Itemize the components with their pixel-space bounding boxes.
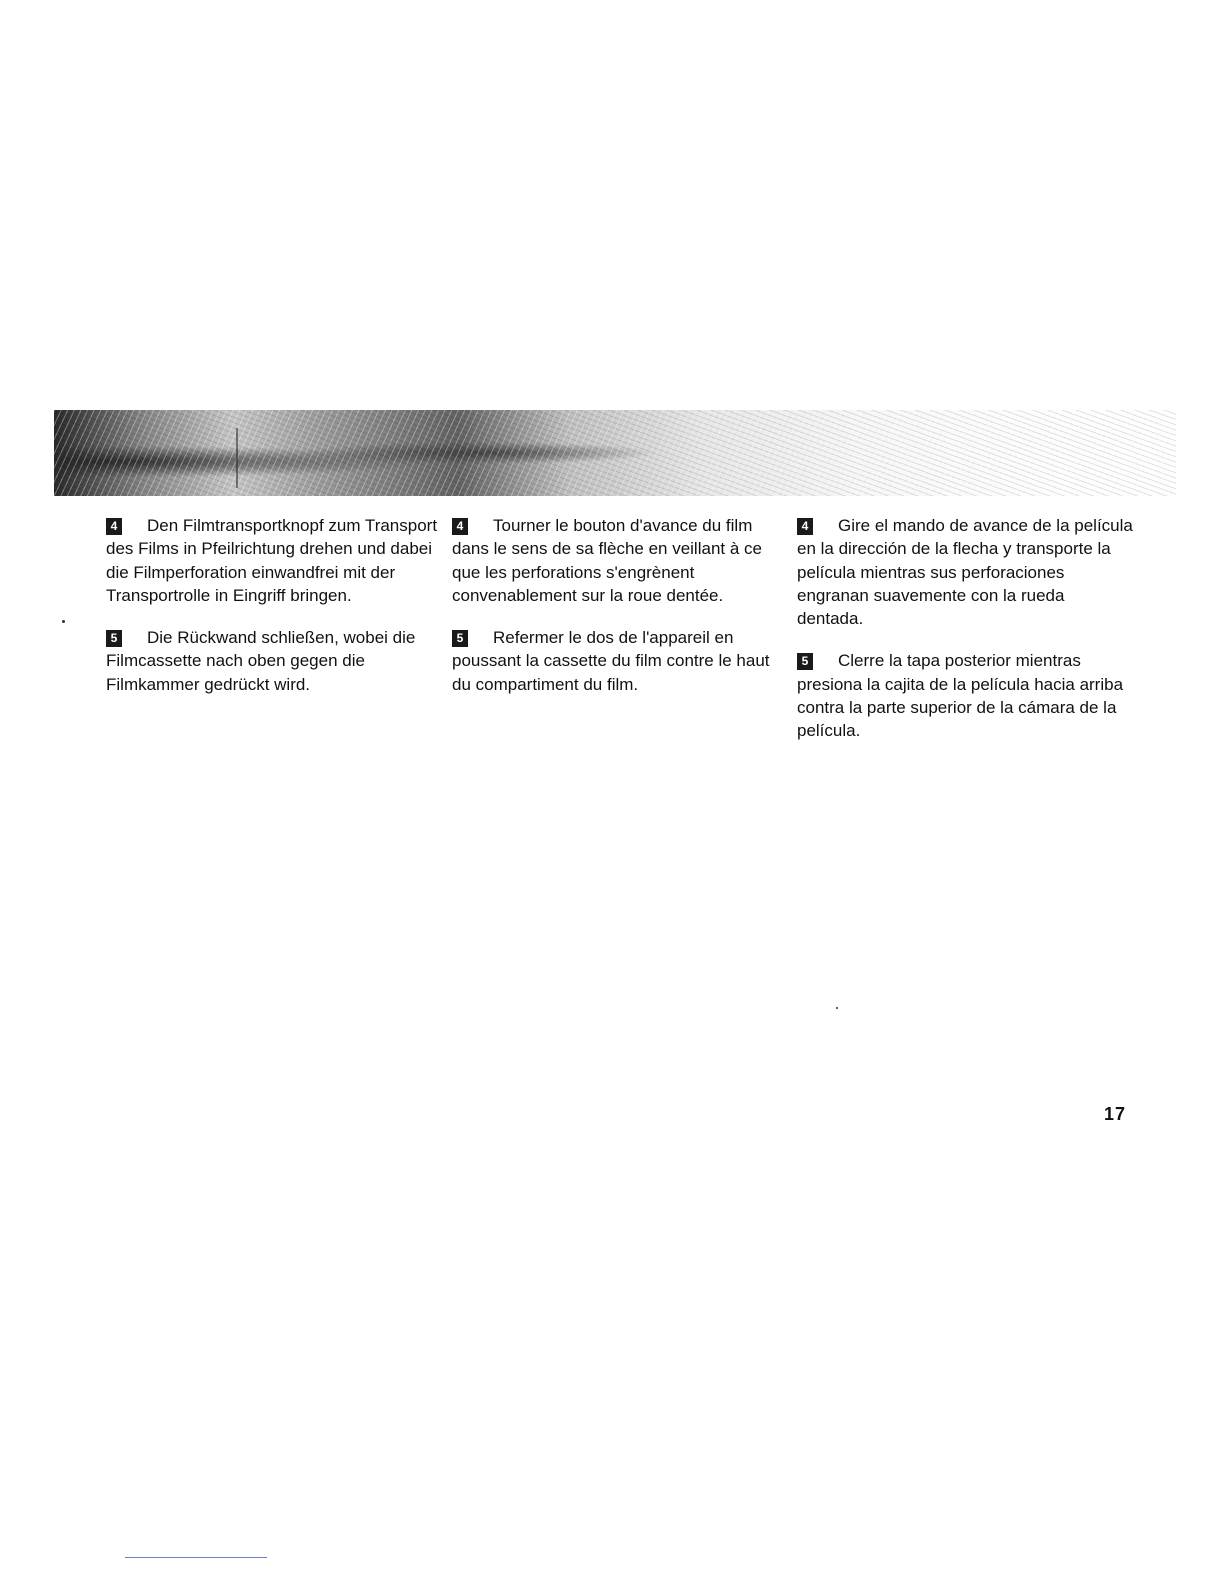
step-text: Refermer le dos de l'appareil en poussant la cassette du film contre le haut du compartiment du film. (452, 628, 770, 694)
step-5-french (452, 626, 788, 696)
column-spanish (797, 514, 1133, 762)
step-4-german (106, 514, 442, 607)
footer-rule (125, 1557, 267, 1558)
step-text: Tourner le bouton d'avance du film dans le sens de sa flèche en veillant à ce que les perforations s'engrènent convenablement sur la roue dentée. (452, 516, 762, 605)
header-photo-band (54, 410, 1176, 496)
step-4-french (452, 514, 788, 607)
step-text: Gire el mando de avance de la película en la dirección de la flecha y transporte la película mientras sus perforaciones engranan suavemente con la rueda dentada. (797, 516, 1133, 629)
step-number-badge: 5 (797, 653, 813, 670)
page-number: 17 (1104, 1104, 1127, 1124)
scan-speck (62, 620, 65, 623)
step-text: Clerre la tapa posterior mientras presiona la cajita de la película hacia arriba contra la parte superior de la cámara de la película. (797, 651, 1124, 741)
step-number-badge: 4 (797, 518, 813, 535)
step-number-badge: 4 (452, 518, 468, 535)
column-german (106, 514, 442, 715)
scan-speck (836, 1007, 838, 1009)
step-4-spanish (797, 514, 1133, 630)
step-text: Den Filmtransportknopf zum Transport des Films in Pfeilrichtung drehen und dabei die Filmperforation einwandfrei mit der Transportrolle in Eingriff bringen. (106, 516, 438, 605)
step-number-badge: 5 (106, 630, 122, 647)
step-5-spanish (797, 649, 1133, 742)
step-5-german (106, 626, 442, 696)
step-number-badge: 5 (452, 630, 468, 647)
step-text: Die Rückwand schließen, wobei die Filmcassette nach oben gegen die Filmkammer gedrückt wird. (106, 628, 416, 694)
step-number-badge: 4 (106, 518, 122, 535)
column-french (452, 514, 788, 715)
